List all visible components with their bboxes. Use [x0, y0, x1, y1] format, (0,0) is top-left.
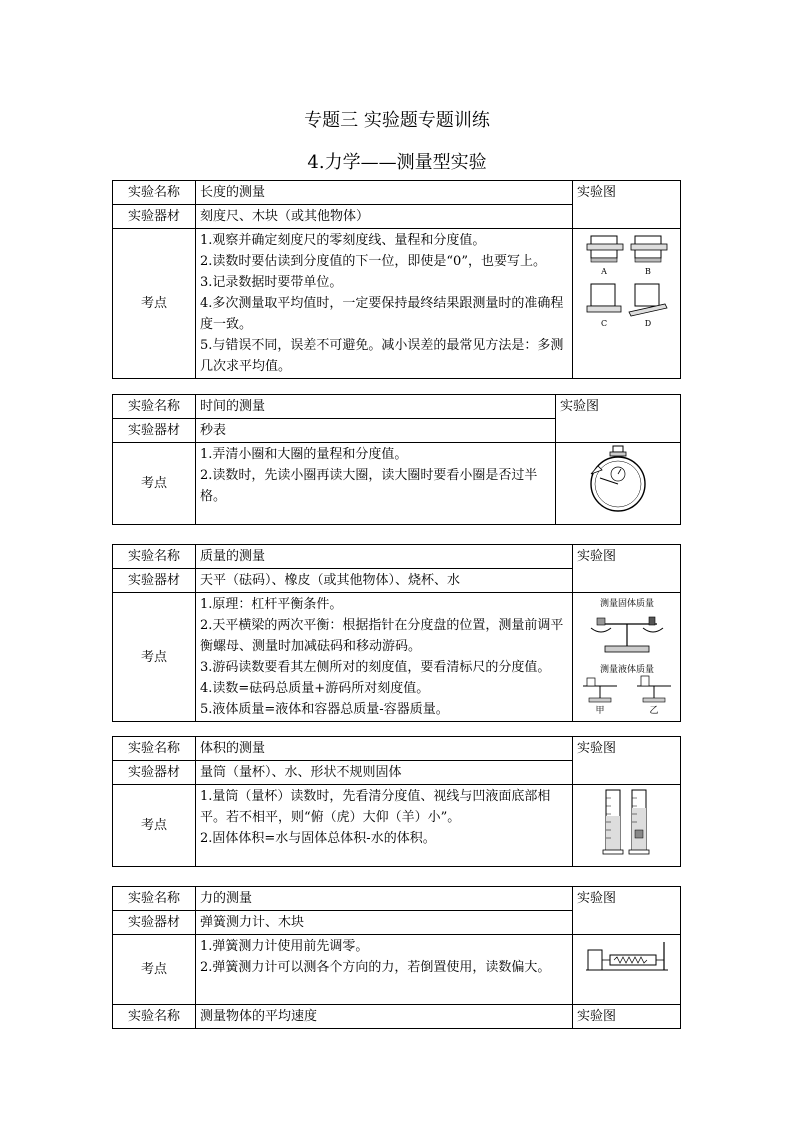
points-list — [196, 785, 573, 867]
figure-label: 实验图 — [573, 545, 681, 593]
points-label: 考点 — [113, 785, 196, 867]
equipment-label: 实验器材 — [113, 569, 196, 593]
point-item: 5.与错误不同，误差不可避免。减小误差的最常见方法是：多测几次求平均值。 — [200, 338, 564, 374]
figure-label-d: D — [644, 319, 651, 328]
figure-label-yi: 乙 — [649, 706, 659, 714]
name-label: 实验名称 — [113, 545, 196, 569]
balance-illustration — [577, 594, 677, 714]
experiment-name: 力的测量 — [196, 887, 573, 911]
point-item: 2.天平横梁的两次平衡：根据指针在分度盘的位置，测量前调平衡螺母、测量时加减砝码和移动游码。 — [200, 618, 564, 654]
points-label: 考点 — [113, 935, 196, 1005]
point-item: 4.读数=砝码总质量+游码所对刻度值。 — [200, 681, 430, 696]
point-item: 5.液体质量=液体和容器总质量-容器质量。 — [200, 702, 449, 717]
point-item: 2.弹簧测力计可以测各个方向的力，若倒置使用，读数偏大。 — [200, 960, 551, 975]
point-item: 1.原理：杠杆平衡条件。 — [200, 597, 343, 612]
ruler-figure — [573, 229, 681, 379]
experiment-name: 长度的测量 — [196, 181, 573, 205]
figure-label-c: C — [600, 319, 607, 328]
spring-scale-figure — [573, 935, 681, 1005]
experiment-name: 质量的测量 — [196, 545, 573, 569]
figure-label: 实验图 — [573, 887, 681, 935]
experiment-name: 时间的测量 — [196, 395, 556, 419]
equipment-label: 实验器材 — [113, 761, 196, 785]
page-title: 专题三 实验题专题训练 — [304, 110, 490, 131]
name-label: 实验名称 — [113, 181, 196, 205]
experiment-table-mass — [112, 544, 681, 722]
figure-label: 实验图 — [573, 1005, 681, 1029]
spring-scale-icon — [584, 936, 670, 976]
experiment-table-volume — [112, 736, 681, 867]
equipment-value: 量筒（量杯）、水、形状不规则固体 — [196, 761, 573, 785]
point-item: 2.读数时要估读到分度值的下一位，即使是“0”，也要写上。 — [200, 254, 546, 269]
points-list — [196, 229, 573, 379]
ruler-measurement-illustration — [585, 230, 669, 334]
figure-label: 实验图 — [573, 181, 681, 229]
equipment-value: 刻度尺、木块（或其他物体） — [196, 205, 573, 229]
experiment-table-time — [112, 394, 681, 525]
figure-label-jia: 甲 — [595, 706, 605, 714]
equipment-label: 实验器材 — [113, 205, 196, 229]
equipment-label: 实验器材 — [113, 911, 196, 935]
liquid-mass-caption: 测量液体质量 — [599, 665, 655, 675]
point-item: 1.弄清小圈和大圈的量程和分度值。 — [200, 447, 408, 462]
point-item: 2.读数时，先读小圈再读大圈，读大圈时要看小圈是否过半格。 — [200, 468, 538, 504]
points-label: 考点 — [113, 593, 196, 722]
point-item: 2.固体体积=水与固体总体积-水的体积。 — [200, 831, 436, 846]
points-list — [196, 593, 573, 722]
name-label: 实验名称 — [113, 1005, 196, 1029]
experiment-name: 体积的测量 — [196, 737, 573, 761]
solid-mass-caption: 测量固体质量 — [599, 599, 655, 609]
points-list — [196, 935, 573, 1005]
equipment-label: 实验器材 — [113, 419, 196, 443]
points-label: 考点 — [113, 229, 196, 379]
figure-label-a: A — [600, 267, 607, 276]
name-label: 实验名称 — [113, 395, 196, 419]
experiment-name: 测量物体的平均速度 — [196, 1005, 573, 1029]
equipment-value: 秒表 — [196, 419, 556, 443]
point-item: 4.多次测量取平均值时，一定要保持最终结果跟测量时的准确程度一致。 — [200, 296, 564, 332]
figure-label-b: B — [644, 267, 651, 276]
points-list — [196, 443, 556, 525]
point-item: 3.游码读数要看其左侧所对的刻度值，要看清标尺的分度值。 — [200, 660, 551, 675]
equipment-value: 天平（砝码）、橡皮（或其他物体）、烧杯、水 — [196, 569, 573, 593]
stopwatch-icon — [586, 444, 650, 514]
name-label: 实验名称 — [113, 737, 196, 761]
name-label: 实验名称 — [113, 887, 196, 911]
page-subtitle: 4.力学——测量型实验 — [307, 152, 487, 173]
point-item: 1.量筒（量杯）读数时，先看清分度值、视线与凹液面底部相平。若不相平，则“俯（虎）大仰（羊）小”。 — [200, 789, 551, 825]
points-label: 考点 — [113, 443, 196, 525]
balance-figure — [573, 593, 681, 722]
stopwatch-figure — [556, 443, 681, 525]
point-item: 1.观察并确定刻度尺的零刻度线、量程和分度值。 — [200, 233, 486, 248]
point-item: 1.弹簧测力计使用前先调零。 — [200, 939, 369, 954]
figure-label: 实验图 — [556, 395, 681, 443]
experiment-table-force — [112, 886, 681, 1029]
experiment-table-length — [112, 180, 681, 379]
figure-label: 实验图 — [573, 737, 681, 785]
point-item: 3.记录数据时要带单位。 — [200, 275, 343, 290]
cylinder-figure — [573, 785, 681, 867]
graduated-cylinder-icon — [602, 786, 652, 858]
equipment-value: 弹簧测力计、木块 — [196, 911, 573, 935]
